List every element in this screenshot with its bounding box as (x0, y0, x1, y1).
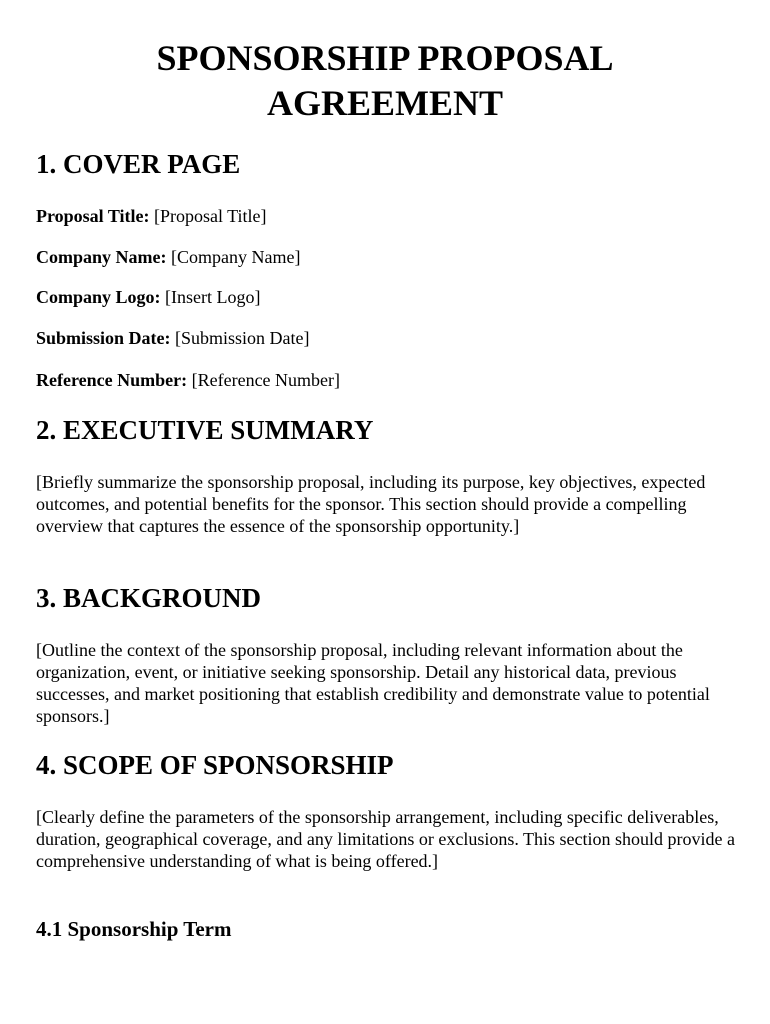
document-title-line-2: AGREEMENT (266, 83, 504, 123)
proposal-title-field (36, 205, 267, 227)
sponsorship-term-subheading: 4.1 Sponsorship Term (36, 917, 232, 941)
cover-page-heading: 1. COVER PAGE (36, 149, 241, 179)
field-value: [Submission Date] (175, 328, 310, 348)
field-value: [Reference Number] (191, 370, 341, 390)
submission-date-field (36, 327, 310, 349)
executive-summary-body: [Briefly summarize the sponsorship proposal, including its purpose, key objectives, expected outcomes, and potential benefits for the sponsor. This section should provide a compelling overview that captures the essence of the sponsorship opportunity.] (36, 472, 706, 536)
executive-summary-heading: 2. EXECUTIVE SUMMARY (36, 415, 374, 445)
scope-body: [Clearly define the parameters of the sponsorship arrangement, including specific deliverables, duration, geographical coverage, and any limitations or exclusions. This section should provide a comprehensive understanding of what is being offered.] (36, 807, 735, 871)
field-label: Reference Number: (36, 370, 188, 390)
scope-heading: 4. SCOPE OF SPONSORSHIP (36, 750, 394, 780)
field-value: [Insert Logo] (165, 287, 261, 307)
field-label: Submission Date: (36, 328, 171, 348)
field-value: [Proposal Title] (154, 206, 267, 226)
background-body: [Outline the context of the sponsorship proposal, including relevant information about the organization, event, or initiative seeking sponsorship. Detail any historical data, previous successes, and market positioning that establish credibility and demonstrate value to potential sponsors.] (36, 640, 710, 726)
company-name-field (36, 246, 300, 268)
company-logo-field (36, 286, 260, 308)
field-value: [Company Name] (171, 247, 301, 267)
document-title-line-1: SPONSORSHIP PROPOSAL (156, 38, 614, 78)
background-heading: 3. BACKGROUND (36, 583, 262, 613)
reference-number-field (36, 369, 340, 391)
field-label: Company Logo: (36, 287, 161, 307)
field-label: Proposal Title: (36, 206, 150, 226)
field-label: Company Name: (36, 247, 167, 267)
document-title (0, 36, 770, 126)
